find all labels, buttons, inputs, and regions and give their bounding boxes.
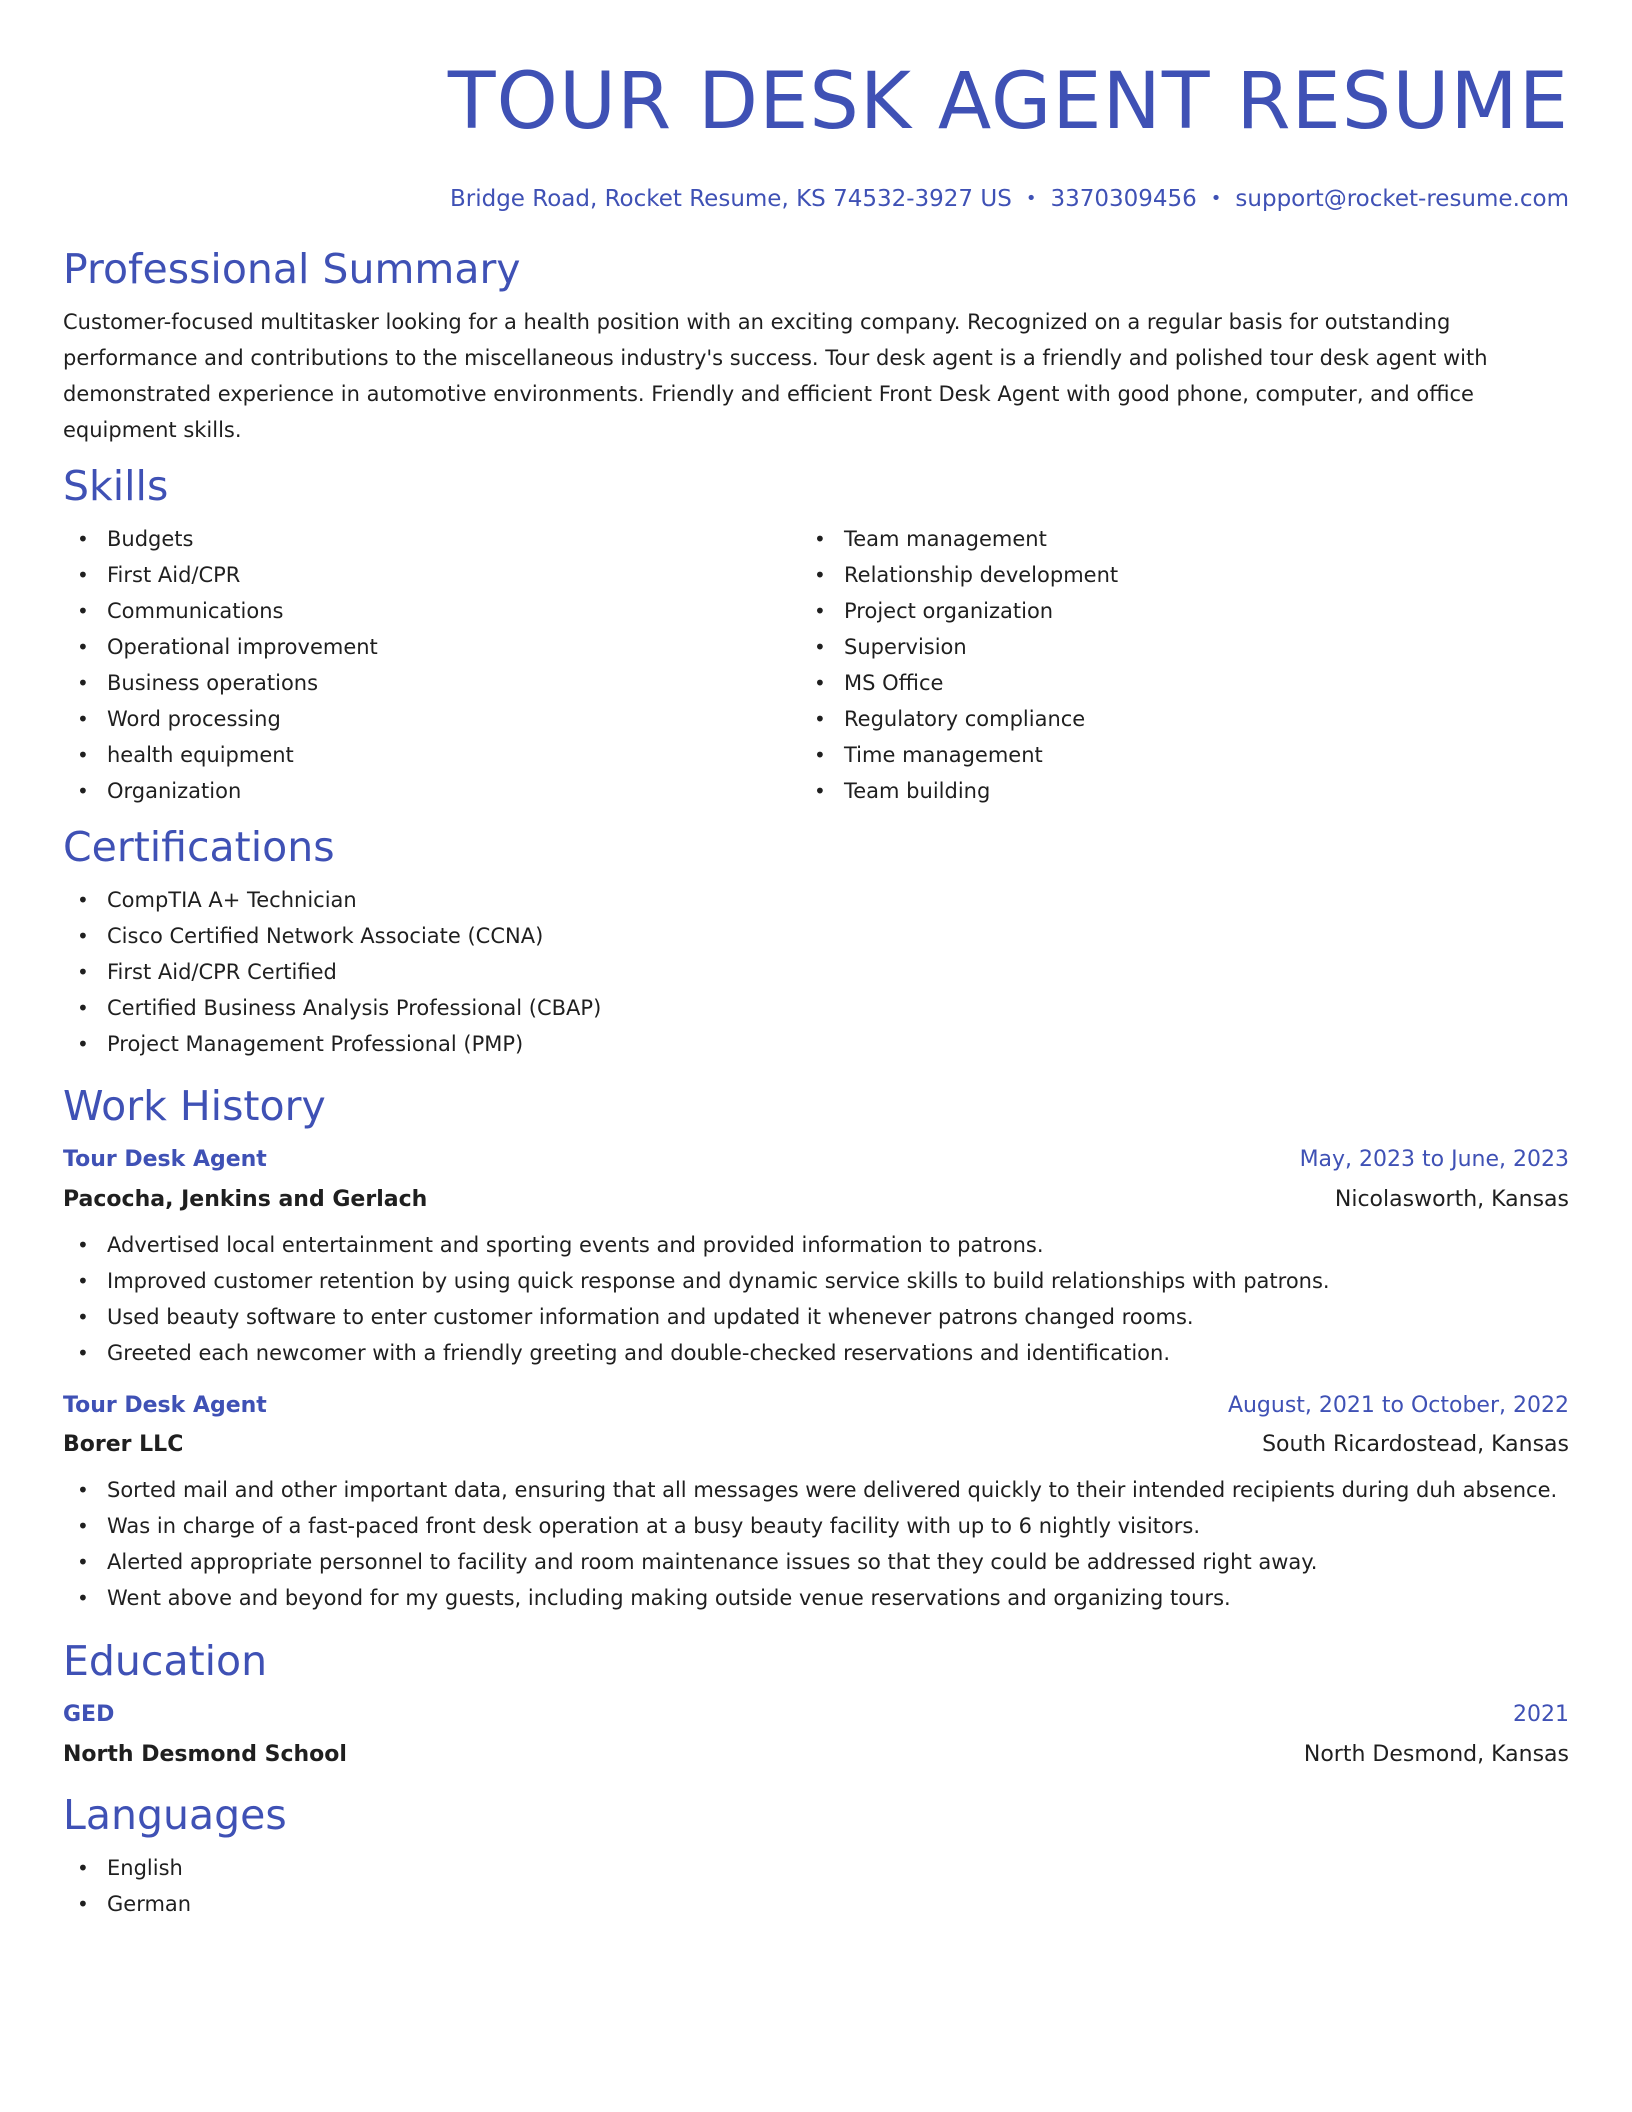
- education-school-row: [63, 1740, 1569, 1770]
- skill-item: • Organization: [63, 773, 800, 809]
- job-bullet: • Advertised local entertainment and sporting events and provided information to patrons.: [63, 1227, 1569, 1263]
- skills-column-left: [63, 521, 800, 809]
- job-location: Nicolasworth, Kansas: [1334, 1187, 1569, 1212]
- job-bullet: • Used beauty software to enter customer information and updated it whenever patrons changed rooms.: [63, 1299, 1569, 1335]
- certifications-heading: Certifications: [63, 823, 335, 871]
- education-year: 2021: [1513, 1702, 1569, 1727]
- job-title: Tour Desk Agent: [63, 1393, 267, 1418]
- skill-item: • First Aid/CPR: [63, 557, 800, 593]
- job-company: Borer LLC: [63, 1432, 184, 1457]
- skill-item: • Supervision: [800, 629, 1537, 665]
- skills-list: [63, 521, 1569, 809]
- skill-item: • MS Office: [800, 665, 1537, 701]
- skill-item: • Project organization: [800, 593, 1537, 629]
- skill-item: • Business operations: [63, 665, 800, 701]
- certification-item: • Cisco Certified Network Associate (CCNA): [63, 918, 1569, 954]
- contact-separator: •: [1210, 188, 1222, 209]
- job-bullet: • Went above and beyond for my guests, including making outside venue reservations and organizing tours.: [63, 1580, 1569, 1616]
- certifications-list: [63, 882, 1569, 1062]
- skill-item: • Communications: [63, 593, 800, 629]
- job-bullet: • Greeted each newcomer with a friendly greeting and double-checked reservations and identification.: [63, 1335, 1569, 1371]
- job-company: Pacocha, Jenkins and Gerlach: [63, 1187, 428, 1212]
- skills-column-right: [800, 521, 1537, 809]
- skill-item: • health equipment: [63, 737, 800, 773]
- work-history-heading: Work History: [63, 1082, 326, 1130]
- contact-line: [63, 184, 1569, 214]
- education-school: North Desmond School: [63, 1742, 347, 1767]
- languages-heading: Languages: [63, 1791, 287, 1839]
- language-item: • English: [63, 1850, 1569, 1886]
- summary-text: Customer-focused multitasker looking for a health position with an exciting company. Recognized on a regular basis for outstanding performance and contributions to the miscellaneous industry's success. Tour desk agent is a friendly and polished tour desk agent with demonstrated experience in automotive environments. Friendly and efficient Front Desk Agent with good phone, computer, and office equipment skills.: [63, 310, 1488, 442]
- job-bullet: • Was in charge of a fast-paced front desk operation at a busy beauty facility with up to 6 nightly visitors.: [63, 1508, 1569, 1544]
- job-bullets: [63, 1227, 1569, 1371]
- job-title-row: [63, 1391, 1569, 1421]
- education-degree: GED: [63, 1702, 115, 1727]
- certification-item: • CompTIA A+ Technician: [63, 882, 1569, 918]
- skill-item: • Relationship development: [800, 557, 1537, 593]
- education-entry: [63, 1700, 1569, 1770]
- education-heading: Education: [63, 1637, 268, 1685]
- contact-separator: •: [1025, 188, 1037, 209]
- skill-item: • Operational improvement: [63, 629, 800, 665]
- education-location: North Desmond, Kansas: [1303, 1742, 1569, 1767]
- resume-title: TOUR DESK AGENT RESUME: [447, 57, 1569, 147]
- summary-heading: Professional Summary: [63, 245, 521, 293]
- job-entry: [63, 1391, 1569, 1616]
- contact-address: Bridge Road, Rocket Resume, KS 74532-3927 US: [449, 186, 1012, 212]
- job-dates: May, 2023 to June, 2023: [1299, 1147, 1569, 1172]
- job-title: Tour Desk Agent: [63, 1147, 267, 1172]
- skill-item: • Team building: [800, 773, 1537, 809]
- job-bullets: [63, 1472, 1569, 1616]
- skill-item: • Budgets: [63, 521, 800, 557]
- skill-item: • Time management: [800, 737, 1537, 773]
- skill-item: • Team management: [800, 521, 1537, 557]
- certification-item: • First Aid/CPR Certified: [63, 954, 1569, 990]
- job-company-row: [63, 1430, 1569, 1460]
- certification-item: • Project Management Professional (PMP): [63, 1026, 1569, 1062]
- job-bullet: • Sorted mail and other important data, ensuring that all messages were delivered quickly to their intended recipients during duh absence.: [63, 1472, 1569, 1508]
- skill-item: • Regulatory compliance: [800, 701, 1537, 737]
- job-title-row: [63, 1145, 1569, 1175]
- job-entry: [63, 1145, 1569, 1371]
- job-bullet: • Alerted appropriate personnel to facility and room maintenance issues so that they could be addressed right away.: [63, 1544, 1569, 1580]
- skills-heading: Skills: [63, 462, 169, 510]
- contact-email[interactable]: support@rocket-resume.com: [1235, 186, 1569, 212]
- contact-phone[interactable]: 3370309456: [1050, 186, 1197, 212]
- education-degree-row: [63, 1700, 1569, 1730]
- language-item: • German: [63, 1886, 1569, 1922]
- languages-list: [63, 1850, 1569, 1922]
- job-bullet: • Improved customer retention by using quick response and dynamic service skills to build relationships with patrons.: [63, 1263, 1569, 1299]
- skill-item: • Word processing: [63, 701, 800, 737]
- job-company-row: [63, 1185, 1569, 1215]
- job-dates: August, 2021 to October, 2022: [1227, 1393, 1569, 1418]
- job-location: South Ricardostead, Kansas: [1262, 1432, 1569, 1457]
- certification-item: • Certified Business Analysis Professional (CBAP): [63, 990, 1569, 1026]
